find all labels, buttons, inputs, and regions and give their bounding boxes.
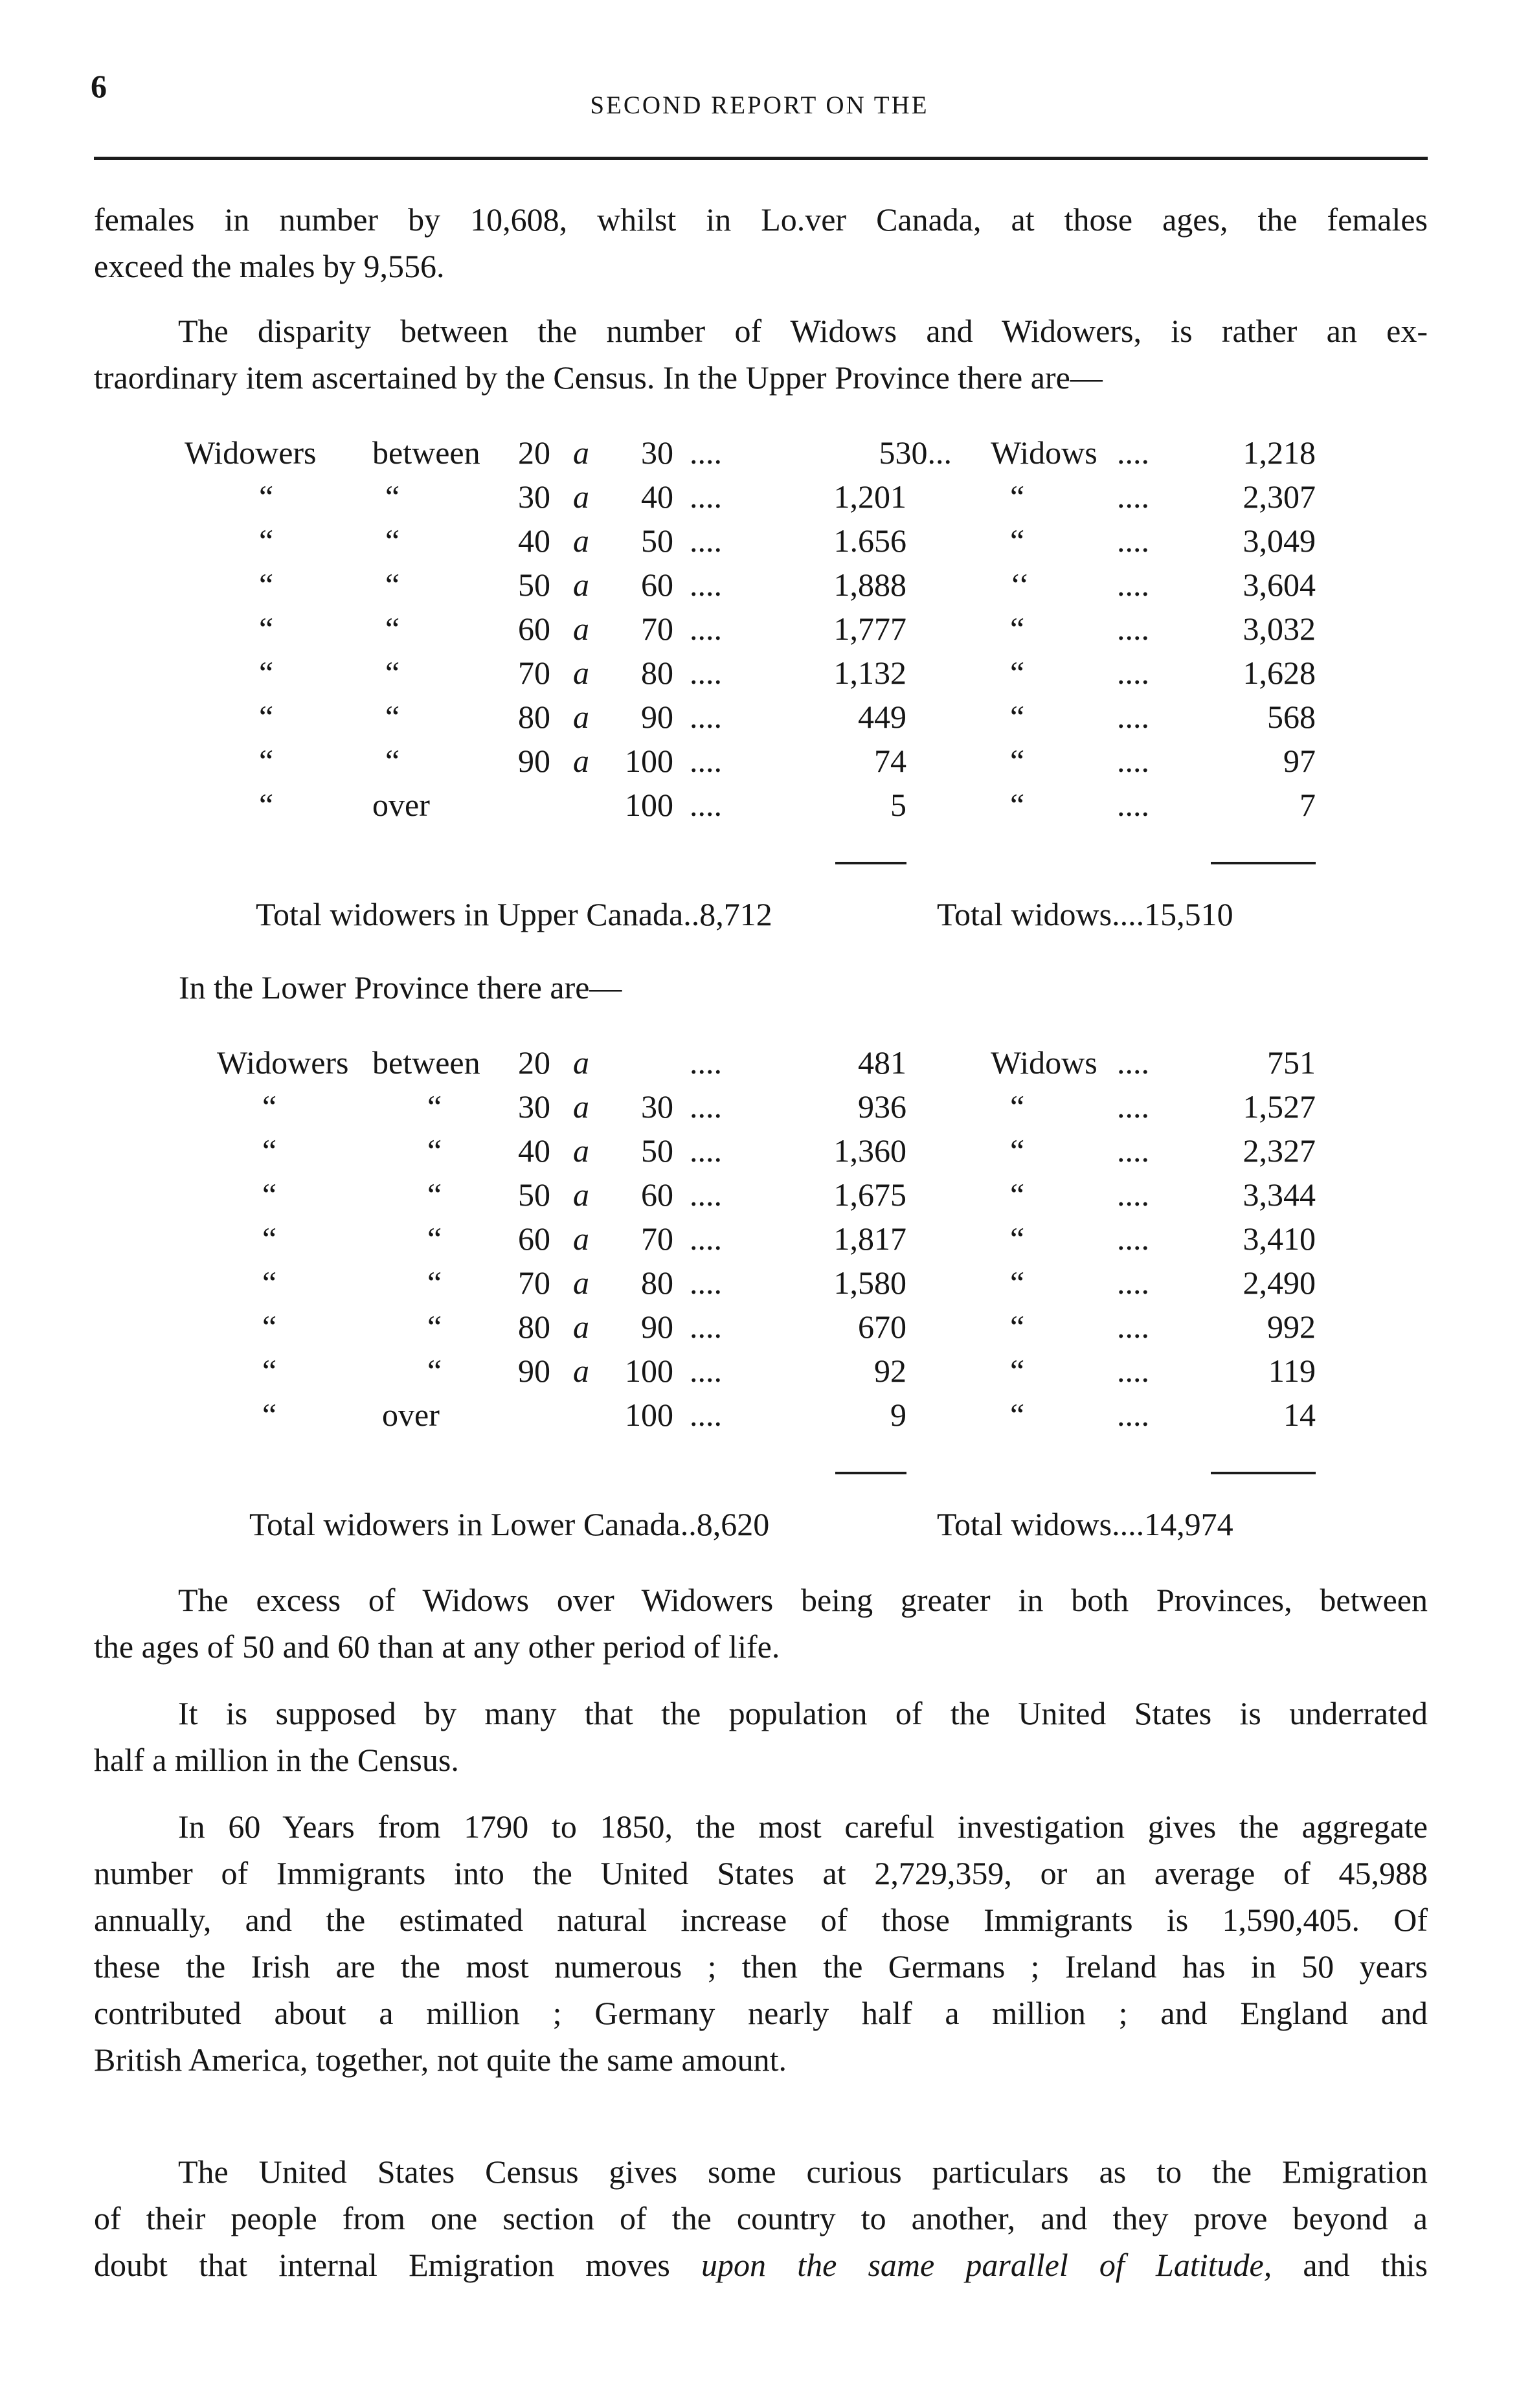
between-label: “ xyxy=(385,699,400,735)
table-row xyxy=(0,786,1519,830)
leader-dots: .... xyxy=(1117,1353,1149,1389)
age-to: 30 xyxy=(641,434,673,471)
upper-total-widowers: Total widowers in Upper Canada..8,712 xyxy=(256,896,772,932)
age-to: 100 xyxy=(625,787,673,823)
widowers-count: 530... xyxy=(879,434,952,471)
age-separator: a xyxy=(573,655,589,691)
table-row xyxy=(0,1264,1519,1308)
between-label: “ xyxy=(385,611,400,647)
paragraph-4 xyxy=(94,1690,1428,1783)
leader-dots: .... xyxy=(690,567,722,603)
paragraph-text: and this xyxy=(1272,2247,1428,2283)
paragraph-line: In 60 Years from 1790 to 1850, the most careful investigation gives the aggregate xyxy=(178,1808,1428,1845)
leader-dots: .... xyxy=(690,611,722,647)
row-label: Widowers xyxy=(185,434,317,471)
between-label: “ xyxy=(385,567,400,603)
upper-widowers-rule xyxy=(835,862,906,864)
leader-dots: .... xyxy=(1117,699,1149,735)
upper-widows-rule xyxy=(1211,862,1316,864)
header-rule xyxy=(94,157,1428,160)
leader-dots: .... xyxy=(690,1176,722,1213)
age-to: 50 xyxy=(641,523,673,559)
widowers-count: 936 xyxy=(858,1088,906,1125)
age-separator: a xyxy=(573,1309,589,1345)
lower-widowers-rule xyxy=(835,1472,906,1474)
table-row xyxy=(0,566,1519,610)
age-from: 80 xyxy=(518,699,550,735)
widowers-count: 1,888 xyxy=(833,567,906,603)
table-row xyxy=(0,654,1519,698)
between-label: “ xyxy=(385,655,400,691)
age-separator: a xyxy=(573,478,589,515)
between-label: over xyxy=(382,1397,440,1433)
table-row xyxy=(0,698,1519,742)
age-to: 90 xyxy=(641,699,673,735)
widows-count: 2,490 xyxy=(1243,1265,1316,1301)
age-from: 40 xyxy=(518,1132,550,1169)
age-from: 60 xyxy=(518,611,550,647)
paragraph-line: annually, and the estimated natural increase of those Immigrants is 1,590,405. Of xyxy=(94,1902,1428,1938)
widowers-count: 670 xyxy=(858,1309,906,1345)
lower-total-widows: Total widows....14,974 xyxy=(937,1506,1233,1542)
age-to: 30 xyxy=(641,1088,673,1125)
row-label: “ xyxy=(259,478,274,515)
table-row xyxy=(0,742,1519,786)
leader-dots: .... xyxy=(1117,611,1149,647)
age-from: 90 xyxy=(518,1353,550,1389)
row-label: “ xyxy=(262,1397,277,1433)
age-from: 50 xyxy=(518,1176,550,1213)
leader-dots: .... xyxy=(1117,567,1149,603)
widowers-count: 1,580 xyxy=(833,1265,906,1301)
between-label: “ xyxy=(427,1176,442,1213)
paragraph-line: of their people from one section of the country to another, and they prove beyond a xyxy=(94,2200,1428,2236)
leader-dots: .... xyxy=(1117,1176,1149,1213)
paragraph-line: contributed about a million ; Germany nearly half a million ; and England and xyxy=(94,1995,1428,2031)
age-from: 20 xyxy=(518,434,550,471)
leader-dots: .... xyxy=(690,1265,722,1301)
widows-label: “ xyxy=(1010,1265,1025,1301)
leader-dots: .... xyxy=(690,478,722,515)
row-label: “ xyxy=(262,1088,277,1125)
between-label: “ xyxy=(385,743,400,779)
paragraph-6 xyxy=(94,2148,1428,2288)
leader-dots: .... xyxy=(690,434,722,471)
age-from: 50 xyxy=(518,567,550,603)
widows-count: 568 xyxy=(1267,699,1316,735)
widows-count: 751 xyxy=(1267,1044,1316,1081)
paragraph-line: The United States Census gives some curious particulars as to the Emigration xyxy=(178,2154,1428,2190)
paragraph-line: The disparity between the number of Widows and Widowers, is rather an ex- xyxy=(178,313,1428,349)
leader-dots: .... xyxy=(690,655,722,691)
leader-dots: .... xyxy=(690,787,722,823)
age-from: 90 xyxy=(518,743,550,779)
between-label: “ xyxy=(385,478,400,515)
widows-label: Widows xyxy=(991,1044,1097,1081)
paragraph-1 xyxy=(94,196,1428,289)
between-label: “ xyxy=(427,1221,442,1257)
age-to: 100 xyxy=(625,743,673,779)
age-to: 100 xyxy=(625,1353,673,1389)
leader-dots: .... xyxy=(690,523,722,559)
row-label: “ xyxy=(259,655,274,691)
widowers-count: 1.656 xyxy=(833,523,906,559)
leader-dots: .... xyxy=(690,743,722,779)
leader-dots: .... xyxy=(1117,1221,1149,1257)
widows-label: “ xyxy=(1010,1132,1025,1169)
leader-dots: .... xyxy=(1117,1265,1149,1301)
age-separator: a xyxy=(573,1088,589,1125)
age-to: 50 xyxy=(641,1132,673,1169)
widows-count: 1,527 xyxy=(1243,1088,1316,1125)
age-separator: a xyxy=(573,743,589,779)
row-label: “ xyxy=(259,523,274,559)
widows-count: 3,344 xyxy=(1243,1176,1316,1213)
row-label: “ xyxy=(262,1132,277,1169)
widows-label: ‘‘ xyxy=(1010,567,1030,603)
between-label: “ xyxy=(427,1265,442,1301)
age-separator: a xyxy=(573,699,589,735)
leader-dots: .... xyxy=(1117,1397,1149,1433)
paragraph-line: traordinary item ascertained by the Census. In the Upper Province there are— xyxy=(94,359,1103,396)
widows-label: “ xyxy=(1010,1397,1025,1433)
widows-count: 7 xyxy=(1300,787,1316,823)
row-label: Widowers xyxy=(217,1044,349,1081)
widows-count: 3,604 xyxy=(1243,567,1316,603)
widows-label: Widows xyxy=(991,434,1097,471)
age-to: 100 xyxy=(625,1397,673,1433)
age-from: 70 xyxy=(518,1265,550,1301)
age-to: 60 xyxy=(641,1176,673,1213)
row-label: “ xyxy=(262,1309,277,1345)
widows-label: “ xyxy=(1010,1353,1025,1389)
paragraph-line: The excess of Widows over Widowers being greater in both Provinces, between xyxy=(178,1582,1428,1618)
leader-dots: .... xyxy=(1117,743,1149,779)
table-row xyxy=(0,610,1519,654)
table-row xyxy=(0,1352,1519,1396)
age-separator: a xyxy=(573,611,589,647)
table-row xyxy=(0,1044,1519,1088)
between-label: between xyxy=(372,434,480,471)
widows-label: “ xyxy=(1010,655,1025,691)
age-from: 60 xyxy=(518,1221,550,1257)
age-from: 30 xyxy=(518,478,550,515)
age-to: 40 xyxy=(641,478,673,515)
lower-total-widowers: Total widowers in Lower Canada..8,620 xyxy=(249,1506,770,1542)
paragraph-5 xyxy=(94,1803,1428,2083)
paragraph-line: the ages of 50 and 60 than at any other period of life. xyxy=(94,1628,780,1665)
leader-dots: .... xyxy=(690,1132,722,1169)
between-label: “ xyxy=(427,1088,442,1125)
widowers-count: 1,817 xyxy=(833,1221,906,1257)
widowers-count: 1,777 xyxy=(833,611,906,647)
age-separator: a xyxy=(573,523,589,559)
widows-label: “ xyxy=(1010,1176,1025,1213)
row-label: “ xyxy=(262,1221,277,1257)
age-from: 80 xyxy=(518,1309,550,1345)
leader-dots: .... xyxy=(690,1044,722,1081)
widows-count: 3,032 xyxy=(1243,611,1316,647)
italic-phrase: upon the same parallel of Latitude, xyxy=(701,2247,1272,2283)
widows-count: 1,628 xyxy=(1243,655,1316,691)
between-label: “ xyxy=(427,1309,442,1345)
age-separator: a xyxy=(573,1176,589,1213)
table-row xyxy=(0,1176,1519,1220)
widows-count: 3,410 xyxy=(1243,1221,1316,1257)
widows-label: “ xyxy=(1010,699,1025,735)
table-row xyxy=(0,434,1519,478)
leader-dots: .... xyxy=(1117,1132,1149,1169)
running-head: SECOND REPORT ON THE xyxy=(590,91,929,119)
row-label: “ xyxy=(259,743,274,779)
leader-dots: .... xyxy=(690,699,722,735)
table-row xyxy=(0,478,1519,522)
age-separator: a xyxy=(573,1132,589,1169)
lower-widows-rule xyxy=(1211,1472,1316,1474)
paragraph-text: doubt that internal Emigration moves xyxy=(94,2247,702,2283)
row-label: “ xyxy=(259,567,274,603)
row-label: “ xyxy=(259,699,274,735)
leader-dots: .... xyxy=(1117,434,1149,471)
row-label: “ xyxy=(259,611,274,647)
widows-count: 3,049 xyxy=(1243,523,1316,559)
widowers-count: 449 xyxy=(858,699,906,735)
widows-label: “ xyxy=(1010,1221,1025,1257)
leader-dots: .... xyxy=(690,1309,722,1345)
leader-dots: .... xyxy=(1117,1044,1149,1081)
leader-dots: .... xyxy=(690,1221,722,1257)
between-label: “ xyxy=(427,1132,442,1169)
paragraph-line: It is supposed by many that the population of the United States is underrated xyxy=(178,1695,1428,1731)
leader-dots: .... xyxy=(1117,1309,1149,1345)
paragraph-2 xyxy=(94,308,1428,401)
row-label: “ xyxy=(262,1353,277,1389)
age-to: 60 xyxy=(641,567,673,603)
table-row xyxy=(0,1396,1519,1440)
age-to: 70 xyxy=(641,1221,673,1257)
age-from: 20 xyxy=(518,1044,550,1081)
age-to: 80 xyxy=(641,655,673,691)
age-to: 90 xyxy=(641,1309,673,1345)
table-row xyxy=(0,1088,1519,1132)
upper-total-widows: Total widows....15,510 xyxy=(937,896,1233,932)
age-from: 30 xyxy=(518,1088,550,1125)
leader-dots: .... xyxy=(1117,655,1149,691)
age-separator: a xyxy=(573,1353,589,1389)
widows-count: 1,218 xyxy=(1243,434,1316,471)
leader-dots: .... xyxy=(1117,523,1149,559)
paragraph-3 xyxy=(94,1577,1428,1670)
widows-label: “ xyxy=(1010,787,1025,823)
leader-dots: .... xyxy=(1117,787,1149,823)
widows-count: 14 xyxy=(1283,1397,1316,1433)
paragraph-line: number of Immigrants into the United States at 2,729,359, or an average of 45,988 xyxy=(94,1855,1428,1891)
widows-label: “ xyxy=(1010,743,1025,779)
widows-label: “ xyxy=(1010,1309,1025,1345)
age-to: 70 xyxy=(641,611,673,647)
age-from: 40 xyxy=(518,523,550,559)
paragraph-line: exceed the males by 9,556. xyxy=(94,248,445,284)
table-row xyxy=(0,522,1519,566)
page-number: 6 xyxy=(91,68,107,104)
between-label: over xyxy=(372,787,430,823)
leader-dots: .... xyxy=(1117,478,1149,515)
widowers-count: 9 xyxy=(890,1397,906,1433)
widows-count: 119 xyxy=(1268,1353,1316,1389)
widowers-count: 5 xyxy=(890,787,906,823)
widows-count: 2,307 xyxy=(1243,478,1316,515)
leader-dots: .... xyxy=(690,1088,722,1125)
widows-label: “ xyxy=(1010,1088,1025,1125)
table-row xyxy=(0,1220,1519,1264)
paragraph-line: females in number by 10,608, whilst in Lo.ver Canada, at those ages, the females xyxy=(94,201,1428,238)
age-separator: a xyxy=(573,434,589,471)
between-label: “ xyxy=(427,1353,442,1389)
paragraph-line: half a million in the Census. xyxy=(94,1742,459,1778)
row-label: “ xyxy=(262,1265,277,1301)
widows-label: “ xyxy=(1010,611,1025,647)
table-row xyxy=(0,1132,1519,1176)
age-to: 80 xyxy=(641,1265,673,1301)
table-row xyxy=(0,1308,1519,1352)
age-separator: a xyxy=(573,567,589,603)
between-label: between xyxy=(372,1044,480,1081)
widowers-count: 74 xyxy=(874,743,906,779)
widowers-count: 92 xyxy=(874,1353,906,1389)
widowers-count: 1,132 xyxy=(833,655,906,691)
widowers-count: 481 xyxy=(858,1044,906,1081)
paragraph-line: these the Irish are the most numerous ; then the Germans ; Ireland has in 50 years xyxy=(94,1948,1428,1985)
widows-label: “ xyxy=(1010,478,1025,515)
age-separator: a xyxy=(573,1221,589,1257)
row-label: “ xyxy=(259,787,274,823)
widows-label: “ xyxy=(1010,523,1025,559)
row-label: “ xyxy=(262,1176,277,1213)
widowers-count: 1,360 xyxy=(833,1132,906,1169)
leader-dots: .... xyxy=(1117,1088,1149,1125)
leader-dots: .... xyxy=(690,1353,722,1389)
widows-count: 97 xyxy=(1283,743,1316,779)
widowers-count: 1,675 xyxy=(833,1176,906,1213)
paragraph-line xyxy=(94,2242,1428,2288)
widows-count: 992 xyxy=(1267,1309,1316,1345)
age-separator: a xyxy=(573,1044,589,1081)
leader-dots: .... xyxy=(690,1397,722,1433)
age-from: 70 xyxy=(518,655,550,691)
widows-count: 2,327 xyxy=(1243,1132,1316,1169)
paragraph-line: British America, together, not quite the same amount. xyxy=(94,2042,787,2078)
lower-province-intro: In the Lower Province there are— xyxy=(179,969,622,1006)
widowers-count: 1,201 xyxy=(833,478,906,515)
between-label: “ xyxy=(385,523,400,559)
age-separator: a xyxy=(573,1265,589,1301)
